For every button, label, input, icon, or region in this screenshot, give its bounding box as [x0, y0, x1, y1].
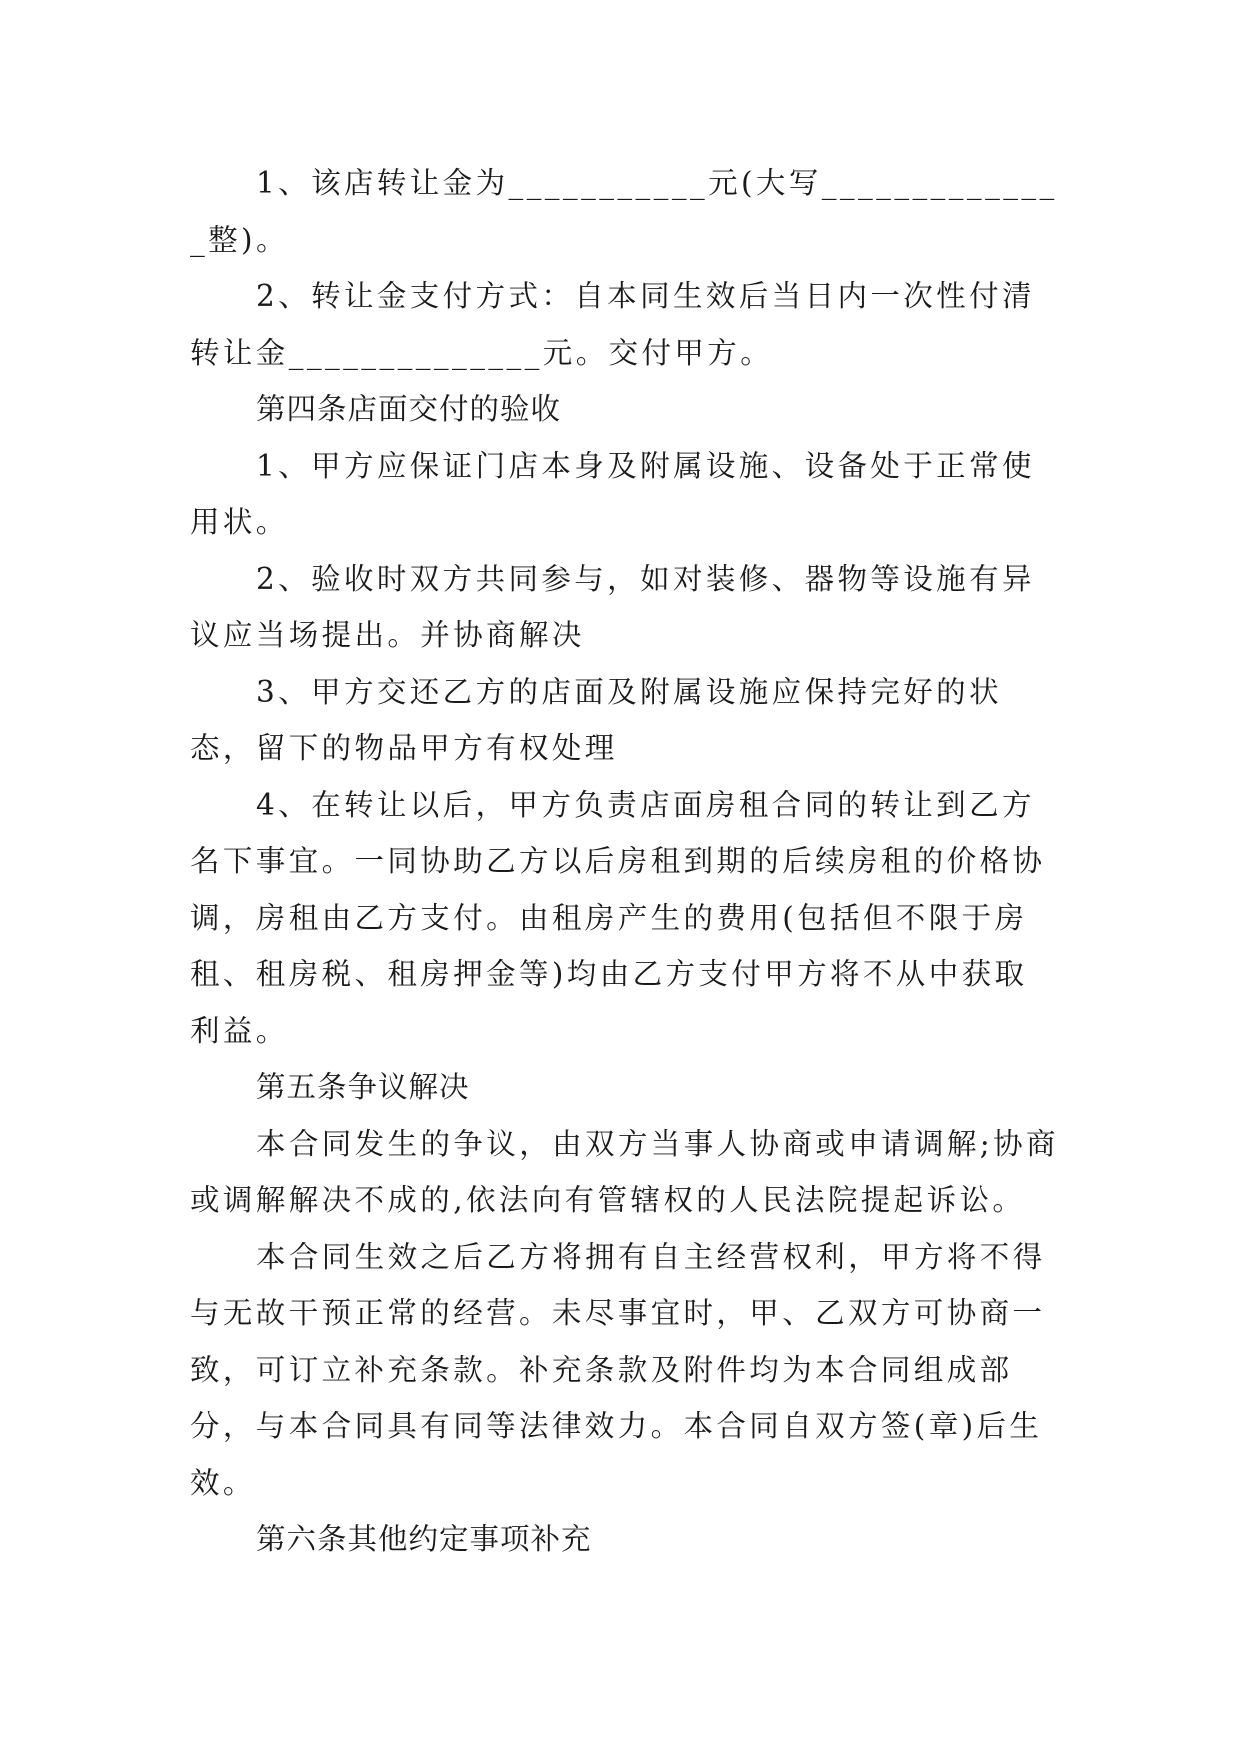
paragraph-payment-method: 2、转让金支付方式：自本同生效后当日内一次性付清转让金______________元。交付甲方。 [190, 279, 1035, 370]
paragraph-dispute-resolution: 本合同发生的争议，由双方当事人协商或申请调解;协商或调解解决不成的,依法向有管辖权的人民法院提起诉讼。 [190, 1126, 1059, 1217]
paragraph-article-4-item-4: 4、在转让以后，甲方负责店面房租合同的转让到乙方名下事宜。一同协助乙方以后房租到期的后续房租的价格协调，房租由乙方支付。由租房产生的费用(包括但不限于房租、租房税、租房押金等)均由乙方支付甲方将不从中获取利益。 [190, 787, 1046, 1048]
paragraph-transfer-fee: 1、该店转让金为___________元(大写______________整)。 [190, 166, 1058, 257]
heading-article-6: 第六条其他约定事项补充 [256, 1522, 592, 1556]
paragraph-effectiveness: 本合同生效之后乙方将拥有自主经营权利，甲方将不得与无故干预正常的经营。未尽事宜时，甲、乙双方可协商一致，可订立补充条款。补充条款及附件均为本合同组成部分，与本合同具有同等法律效力。本合同自双方签(章)后生效。 [190, 1239, 1046, 1500]
document-body [190, 155, 1060, 1568]
paragraph-article-4-item-2: 2、验收时双方共同参与，如对装修、器物等设施有异议应当场提出。并协商解决 [190, 561, 1035, 652]
heading-article-4: 第四条店面交付的验收 [256, 392, 562, 426]
heading-article-5: 第五条争议解决 [256, 1070, 470, 1104]
paragraph-article-4-item-1: 1、甲方应保证门店本身及附属设施、设备处于正常使用状。 [190, 448, 1035, 539]
paragraph-article-4-item-3: 3、甲方交还乙方的店面及附属设施应保持完好的状态，留下的物品甲方有权处理 [190, 674, 1002, 765]
